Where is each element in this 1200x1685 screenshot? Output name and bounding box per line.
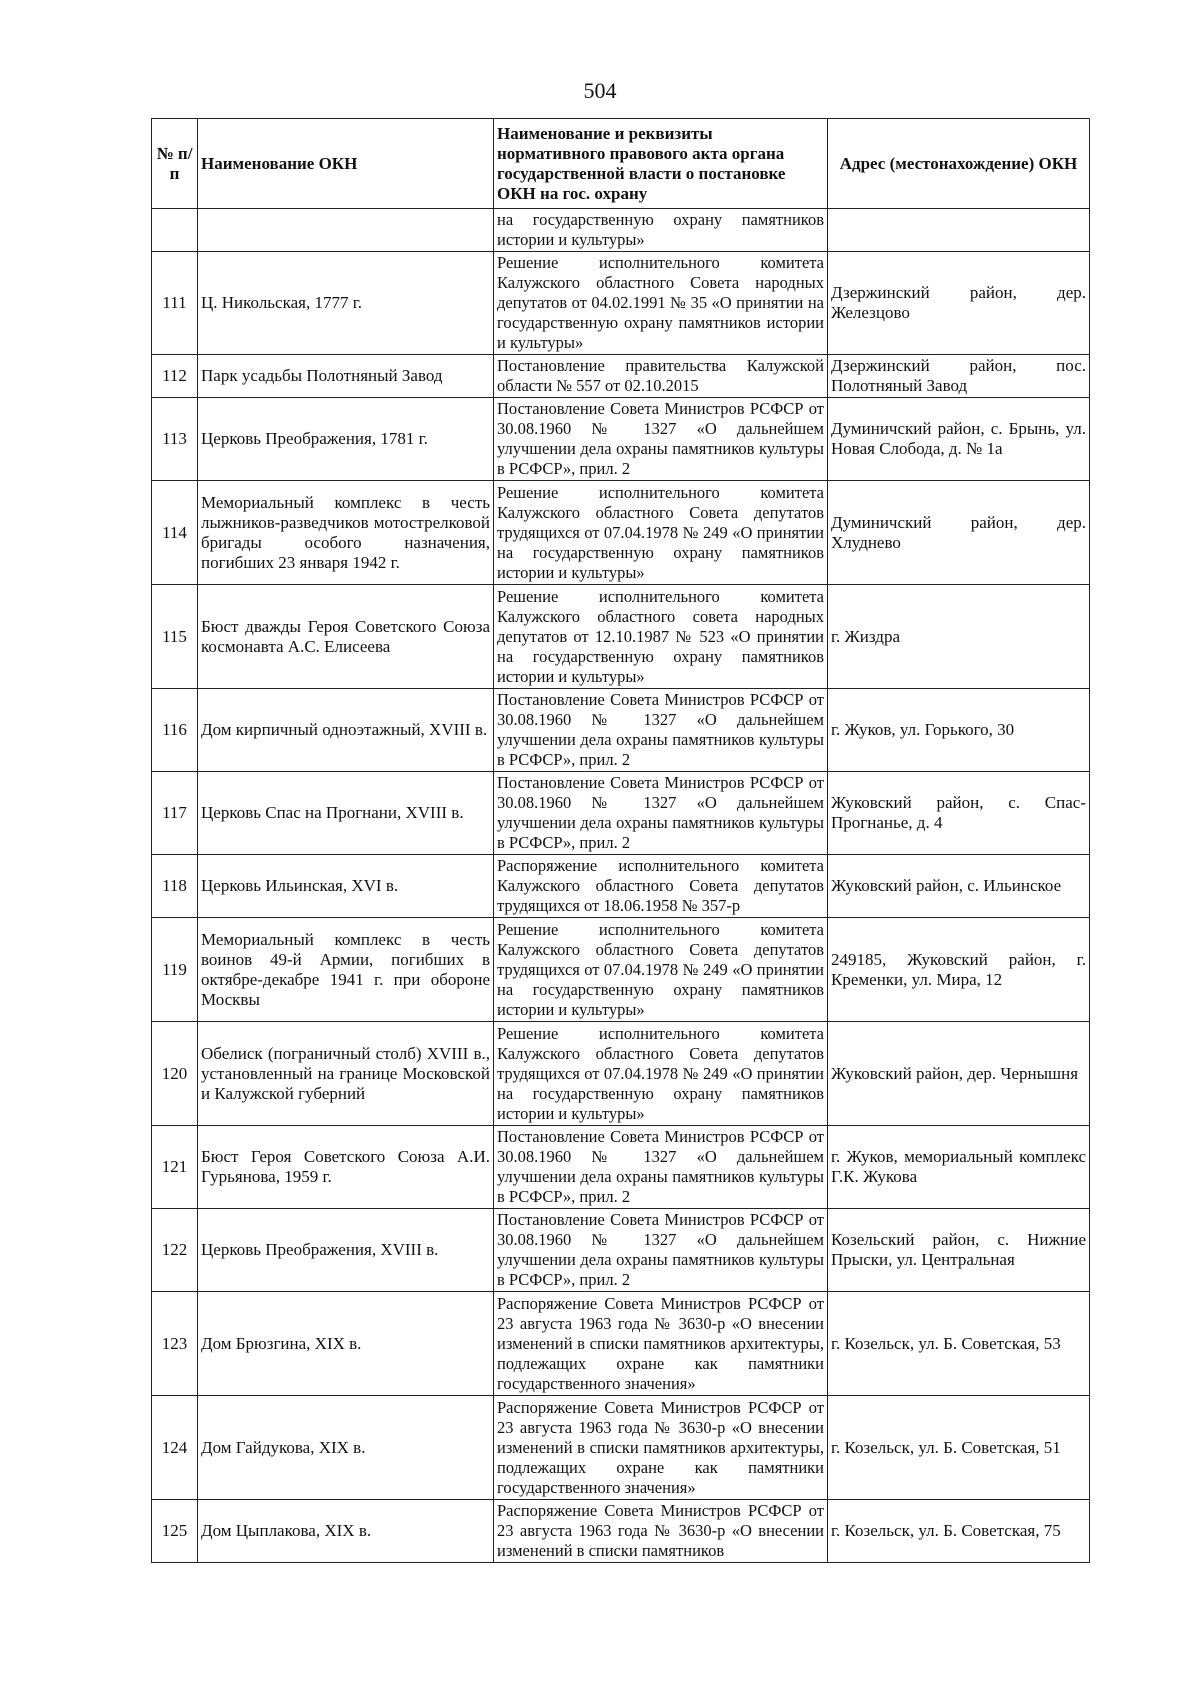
row-name: Церковь Преображения, 1781 г. [198,398,494,481]
table-row [152,1126,1090,1209]
row-num: 113 [152,398,198,481]
row-address: г. Жуков, ул. Горького, 30 [828,689,1090,772]
row-act: Решение исполнительного комитета Калужского областного Совета народных депутатов от 04.02.1991 № 35 «О принятии на государственную охрану памятников истории и культуры» [494,252,828,355]
row-address: Жуковский район, с. Спас-Прогнанье, д. 4 [828,772,1090,855]
row-act: Постановление Совета Министров РСФСР от 30.08.1960 № 1327 «О дальнейшем улучшении дела охраны памятников культуры в РСФСР», прил. 2 [494,689,828,772]
header-row [152,119,1090,209]
row-name: Мемориальный комплекс в честь воинов 49-й Армии, погибших в октябре-декабре 1941 г. при обороне Москвы [198,918,494,1022]
row-address: г. Жиздра [828,585,1090,689]
table-row [152,252,1090,355]
row-address: Думиничский район, дер. Хлуднево [828,481,1090,585]
row-act: Решение исполнительного комитета Калужского областного Совета депутатов трудящихся от 07.04.1978 № 249 «О принятии на государственную охрану памятников истории и культуры» [494,481,828,585]
table-row [152,918,1090,1022]
row-address: Думиничский район, с. Брынь, ул. Новая Слобода, д. № 1а [828,398,1090,481]
row-name: Церковь Преображения, XVIII в. [198,1209,494,1292]
row-name: Церковь Ильинская, XVI в. [198,855,494,918]
row-act: Решение исполнительного комитета Калужского областного совета народных депутатов от 12.10.1987 № 523 «О принятии на государственную охрану памятников истории и культуры» [494,585,828,689]
row-name [198,209,494,252]
table-row [152,355,1090,398]
table-row [152,689,1090,772]
row-num [152,209,198,252]
row-num: 125 [152,1500,198,1563]
row-name: Мемориальный комплекс в честь лыжников-разведчиков мотострелковой бригады особого назначения, погибших 23 января 1942 г. [198,481,494,585]
row-name: Парк усадьбы Полотняный Завод [198,355,494,398]
table-row [152,1292,1090,1396]
row-act: Решение исполнительного комитета Калужского областного Совета депутатов трудящихся от 07.04.1978 № 249 «О принятии на государственную охрану памятников истории и культуры» [494,1022,828,1126]
header-address: Адрес (местонахождение) ОКН [828,119,1090,209]
row-name: Дом Брюзгина, XIX в. [198,1292,494,1396]
row-act: Решение исполнительного комитета Калужского областного Совета депутатов трудящихся от 07.04.1978 № 249 «О принятии на государственную охрану памятников истории и культуры» [494,918,828,1022]
row-name: Бюст дважды Героя Советского Союза космонавта А.С. Елисеева [198,585,494,689]
row-num: 124 [152,1396,198,1500]
row-act: Распоряжение исполнительного комитета Калужского областного Совета депутатов трудящихся от 18.06.1958 № 357-р [494,855,828,918]
row-name: Дом кирпичный одноэтажный, XVIII в. [198,689,494,772]
row-num: 122 [152,1209,198,1292]
row-name: Ц. Никольская, 1777 г. [198,252,494,355]
row-name: Церковь Спас на Прогнани, XVIII в. [198,772,494,855]
table-row [152,1022,1090,1126]
row-address: Жуковский район, дер. Чернышня [828,1022,1090,1126]
row-act: Распоряжение Совета Министров РСФСР от 23 августа 1963 года № 3630-р «О внесении изменений в списки памятников [494,1500,828,1563]
table-row [152,772,1090,855]
row-act: Распоряжение Совета Министров РСФСР от 23 августа 1963 года № 3630-р «О внесении изменений в списки памятников архитектуры, подлежащих охране как памятники государственного значения» [494,1292,828,1396]
row-name: Обелиск (пограничный столб) XVIII в., установленный на границе Московской и Калужской губерний [198,1022,494,1126]
row-act: Постановление Совета Министров РСФСР от 30.08.1960 № 1327 «О дальнейшем улучшении дела охраны памятников культуры в РСФСР», прил. 2 [494,1209,828,1292]
page-number: 504 [583,78,617,103]
row-address: г. Козельск, ул. Б. Советская, 53 [828,1292,1090,1396]
row-name: Дом Цыплакова, XIX в. [198,1500,494,1563]
table-row [152,855,1090,918]
row-num: 121 [152,1126,198,1209]
row-num: 119 [152,918,198,1022]
row-address [828,209,1090,252]
row-address: г. Козельск, ул. Б. Советская, 51 [828,1396,1090,1500]
row-address: Козельский район, с. Нижние Прыски, ул. Центральная [828,1209,1090,1292]
row-act: Постановление Совета Министров РСФСР от 30.08.1960 № 1327 «О дальнейшем улучшении дела охраны памятников культуры в РСФСР», прил. 2 [494,398,828,481]
row-act: Распоряжение Совета Министров РСФСР от 23 августа 1963 года № 3630-р «О внесении изменений в списки памятников архитектуры, подлежащих охране как памятники государственного значения» [494,1396,828,1500]
header-name: Наименование ОКН [198,119,494,209]
header-act: Наименование и реквизиты нормативного правового акта органа государственной власти о постановке ОКН на гос. охрану [494,119,828,209]
row-address: г. Козельск, ул. Б. Советская, 75 [828,1500,1090,1563]
okn-table [151,118,1090,1563]
row-address: Дзержинский район, пос. Полотняный Завод [828,355,1090,398]
row-act: Постановление Совета Министров РСФСР от 30.08.1960 № 1327 «О дальнейшем улучшении дела охраны памятников культуры в РСФСР», прил. 2 [494,772,828,855]
row-address: 249185, Жуковский район, г. Кременки, ул. Мира, 12 [828,918,1090,1022]
row-num: 123 [152,1292,198,1396]
header-num: № п/п [152,119,198,209]
table-row [152,1209,1090,1292]
row-act: на государственную охрану памятников истории и культуры» [494,209,828,252]
row-num: 112 [152,355,198,398]
row-act: Постановление Совета Министров РСФСР от 30.08.1960 № 1327 «О дальнейшем улучшении дела охраны памятников культуры в РСФСР», прил. 2 [494,1126,828,1209]
table-row [152,1396,1090,1500]
row-name: Бюст Героя Советского Союза А.И. Гурьянова, 1959 г. [198,1126,494,1209]
row-address: Дзержинский район, дер. Железцово [828,252,1090,355]
table-row [152,1500,1090,1563]
row-num: 115 [152,585,198,689]
table-row [152,209,1090,252]
row-num: 114 [152,481,198,585]
table-row [152,398,1090,481]
row-num: 116 [152,689,198,772]
row-num: 117 [152,772,198,855]
row-name: Дом Гайдукова, XIX в. [198,1396,494,1500]
row-num: 118 [152,855,198,918]
row-address: Жуковский район, с. Ильинское [828,855,1090,918]
row-act: Постановление правительства Калужской области № 557 от 02.10.2015 [494,355,828,398]
table-row [152,585,1090,689]
row-num: 111 [152,252,198,355]
table-row [152,481,1090,585]
row-num: 120 [152,1022,198,1126]
row-address: г. Жуков, мемориальный комплекс Г.К. Жукова [828,1126,1090,1209]
